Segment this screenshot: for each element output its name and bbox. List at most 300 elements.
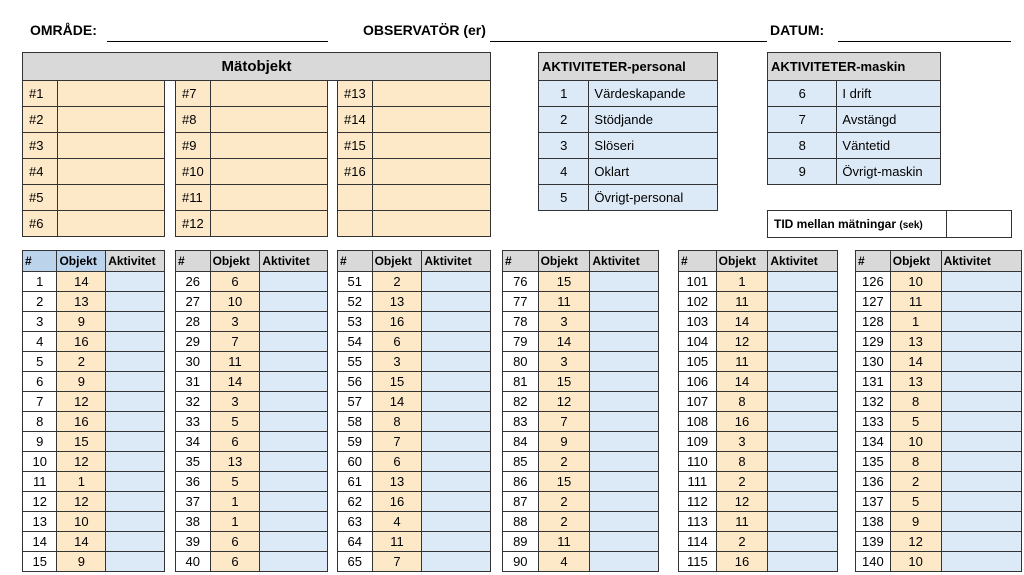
- observation-activity-field[interactable]: [260, 432, 328, 452]
- observation-object: 8: [716, 452, 768, 472]
- observation-activity-field[interactable]: [590, 492, 659, 512]
- observer-input-line[interactable]: [490, 41, 767, 42]
- observation-row: [503, 472, 659, 492]
- matobjekt-name-field[interactable]: [372, 107, 490, 133]
- observation-activity-field[interactable]: [590, 412, 659, 432]
- observation-activity-field[interactable]: [106, 472, 165, 492]
- observation-activity-field[interactable]: [106, 272, 165, 292]
- observation-object: 6: [372, 332, 422, 352]
- observation-row: [23, 532, 165, 552]
- observation-activity-field[interactable]: [260, 532, 328, 552]
- observation-activity-field[interactable]: [422, 312, 491, 332]
- observation-activity-field[interactable]: [941, 452, 1021, 472]
- matobjekt-column-1: [22, 80, 165, 237]
- observation-number: 135: [856, 452, 891, 472]
- observation-row: [176, 532, 328, 552]
- observation-row: [503, 512, 659, 532]
- activity-code: 8: [768, 133, 837, 159]
- observation-object: 3: [372, 352, 422, 372]
- observation-object: 8: [890, 452, 941, 472]
- observation-number: 29: [176, 332, 211, 352]
- observation-row: [856, 412, 1022, 432]
- matobjekt-row: [176, 133, 328, 159]
- observation-header-row: [176, 251, 328, 272]
- observation-activity-field[interactable]: [106, 412, 165, 432]
- observation-number: 101: [679, 272, 717, 292]
- observation-activity-field[interactable]: [422, 352, 491, 372]
- observation-row: [338, 312, 491, 332]
- observation-table-4: [502, 250, 659, 572]
- observation-activity-field[interactable]: [590, 332, 659, 352]
- matobjekt-name-field[interactable]: [210, 81, 327, 107]
- observation-activity-field[interactable]: [422, 432, 491, 452]
- observation-activity-field[interactable]: [422, 532, 491, 552]
- activity-label: I drift: [837, 81, 941, 107]
- observation-activity-field[interactable]: [260, 492, 328, 512]
- observation-activity-field[interactable]: [941, 272, 1021, 292]
- activity-label: Övrigt-personal: [589, 185, 718, 211]
- observation-object: 13: [890, 332, 941, 352]
- matobjekt-row: [23, 81, 165, 107]
- observation-number: 103: [679, 312, 717, 332]
- observation-number: 112: [679, 492, 717, 512]
- observation-object: 9: [890, 512, 941, 532]
- matobjekt-name-field[interactable]: [57, 211, 164, 237]
- observation-object: 11: [890, 292, 941, 312]
- observation-row: [679, 512, 838, 532]
- observation-object: 14: [890, 352, 941, 372]
- observation-activity-field[interactable]: [941, 372, 1021, 392]
- observation-activity-field[interactable]: [768, 292, 838, 312]
- observation-number: 63: [338, 512, 373, 532]
- observation-activity-field[interactable]: [941, 432, 1021, 452]
- matobjekt-name-field[interactable]: [372, 133, 490, 159]
- observation-row: [503, 452, 659, 472]
- observation-activity-field[interactable]: [590, 532, 659, 552]
- matobjekt-title-table: [22, 52, 491, 81]
- matobjekt-name-field[interactable]: [210, 185, 327, 211]
- observation-header-row: [338, 251, 491, 272]
- observation-number: 6: [23, 372, 57, 392]
- observation-number: 81: [503, 372, 539, 392]
- observation-row: [679, 532, 838, 552]
- matobjekt-name-field[interactable]: [210, 211, 327, 237]
- observation-activity-field[interactable]: [941, 512, 1021, 532]
- observation-activity-field[interactable]: [260, 552, 328, 572]
- activity-row: [539, 185, 718, 211]
- observation-number: 1: [23, 272, 57, 292]
- observation-number: 137: [856, 492, 891, 512]
- observation-activity-field[interactable]: [941, 332, 1021, 352]
- observation-number: 65: [338, 552, 373, 572]
- activity-code: 3: [539, 133, 589, 159]
- observation-number: 33: [176, 412, 211, 432]
- tid-label: TID mellan mätningar: [774, 217, 897, 231]
- activity-label: Övrigt-maskin: [837, 159, 941, 185]
- observation-activity-field[interactable]: [768, 272, 838, 292]
- observation-object: 3: [538, 352, 590, 372]
- observation-activity-field[interactable]: [106, 512, 165, 532]
- observation-activity-field[interactable]: [422, 292, 491, 312]
- activity-code: 7: [768, 107, 837, 133]
- observation-object: 6: [372, 452, 422, 472]
- observation-activity-field[interactable]: [941, 392, 1021, 412]
- observation-number: 134: [856, 432, 891, 452]
- column-header-num: #: [856, 251, 891, 272]
- observation-number: 57: [338, 392, 373, 412]
- observation-activity-field[interactable]: [260, 412, 328, 432]
- observation-row: [23, 312, 165, 332]
- observation-activity-field[interactable]: [422, 512, 491, 532]
- observation-object: 16: [372, 312, 422, 332]
- observation-activity-field[interactable]: [106, 292, 165, 312]
- observation-activity-field[interactable]: [768, 532, 838, 552]
- observation-header-row: [856, 251, 1022, 272]
- observation-activity-field[interactable]: [260, 332, 328, 352]
- observation-row: [176, 472, 328, 492]
- observation-activity-field[interactable]: [768, 372, 838, 392]
- observation-activity-field[interactable]: [422, 452, 491, 472]
- observation-activity-field[interactable]: [768, 312, 838, 332]
- observation-row: [856, 392, 1022, 412]
- observation-activity-field[interactable]: [260, 312, 328, 332]
- observation-number: 61: [338, 472, 373, 492]
- observation-activity-field[interactable]: [422, 332, 491, 352]
- observation-object: 13: [372, 292, 422, 312]
- observation-activity-field[interactable]: [260, 452, 328, 472]
- observation-row: [856, 552, 1022, 572]
- observation-number: 32: [176, 392, 211, 412]
- observation-activity-field[interactable]: [106, 552, 165, 572]
- observation-activity-field[interactable]: [106, 312, 165, 332]
- observation-table-6: [855, 250, 1022, 572]
- observation-header-row: [679, 251, 838, 272]
- observation-number: 133: [856, 412, 891, 432]
- matobjekt-row: [23, 211, 165, 237]
- observation-row: [176, 312, 328, 332]
- observation-number: 114: [679, 532, 717, 552]
- observation-object: 16: [716, 412, 768, 432]
- tid-input[interactable]: [947, 211, 1012, 238]
- observation-activity-field[interactable]: [106, 352, 165, 372]
- matobjekt-name-field[interactable]: [57, 159, 164, 185]
- matobjekt-row: [338, 159, 491, 185]
- observation-activity-field[interactable]: [941, 492, 1021, 512]
- observation-row: [679, 372, 838, 392]
- observation-activity-field[interactable]: [422, 372, 491, 392]
- observation-activity-field[interactable]: [260, 512, 328, 532]
- observation-object: 2: [372, 272, 422, 292]
- activity-label: Oklart: [589, 159, 718, 185]
- observation-number: 88: [503, 512, 539, 532]
- observation-row: [679, 412, 838, 432]
- matobjekt-name-field[interactable]: [210, 107, 327, 133]
- observation-number: 39: [176, 532, 211, 552]
- matobjekt-name-field[interactable]: [372, 81, 490, 107]
- observation-activity-field[interactable]: [590, 472, 659, 492]
- observation-object: 2: [538, 512, 590, 532]
- column-header-num: #: [338, 251, 373, 272]
- observation-row: [503, 412, 659, 432]
- observation-row: [503, 432, 659, 452]
- observation-activity-field[interactable]: [590, 552, 659, 572]
- observer-label: OBSERVATÖR (er): [363, 22, 486, 38]
- matobjekt-row: [338, 211, 491, 237]
- matobjekt-name-field[interactable]: [57, 133, 164, 159]
- observation-number: 37: [176, 492, 211, 512]
- observation-activity-field[interactable]: [260, 372, 328, 392]
- observation-object: 6: [210, 432, 260, 452]
- observation-number: 86: [503, 472, 539, 492]
- observation-number: 59: [338, 432, 373, 452]
- observation-activity-field[interactable]: [590, 432, 659, 452]
- observation-object: 10: [890, 432, 941, 452]
- observation-activity-field[interactable]: [941, 292, 1021, 312]
- observation-activity-field[interactable]: [106, 492, 165, 512]
- observation-object: 7: [210, 332, 260, 352]
- observation-table-2: [175, 250, 328, 572]
- observation-activity-field[interactable]: [106, 392, 165, 412]
- observation-activity-field[interactable]: [768, 452, 838, 472]
- observation-row: [176, 452, 328, 472]
- observation-row: [338, 552, 491, 572]
- observation-object: 3: [538, 312, 590, 332]
- observation-number: 9: [23, 432, 57, 452]
- matobjekt-id: #14: [338, 107, 373, 133]
- area-label: OMRÅDE:: [30, 22, 97, 38]
- observation-number: 136: [856, 472, 891, 492]
- observation-number: 64: [338, 532, 373, 552]
- column-header-activity: Aktivitet: [260, 251, 328, 272]
- matobjekt-id: #5: [23, 185, 58, 211]
- observation-number: 7: [23, 392, 57, 412]
- observation-activity-field[interactable]: [260, 352, 328, 372]
- observation-object: 2: [890, 472, 941, 492]
- observation-row: [679, 492, 838, 512]
- observation-row: [856, 432, 1022, 452]
- observation-activity-field[interactable]: [941, 412, 1021, 432]
- observation-activity-field[interactable]: [590, 292, 659, 312]
- observation-activity-field[interactable]: [422, 412, 491, 432]
- observation-number: 11: [23, 472, 57, 492]
- observation-number: 35: [176, 452, 211, 472]
- observation-object: 3: [716, 432, 768, 452]
- activity-row: [768, 159, 941, 185]
- matobjekt-name-field[interactable]: [57, 107, 164, 133]
- observation-activity-field[interactable]: [768, 552, 838, 572]
- activity-label: Värdeskapande: [589, 81, 718, 107]
- observation-activity-field[interactable]: [590, 392, 659, 412]
- activity-row: [539, 133, 718, 159]
- activity-row: [768, 81, 941, 107]
- observation-number: 12: [23, 492, 57, 512]
- observation-number: 26: [176, 272, 211, 292]
- observation-header-row: [503, 251, 659, 272]
- observation-activity-field[interactable]: [768, 412, 838, 432]
- matobjekt-id: #11: [176, 185, 211, 211]
- matobjekt-name-field[interactable]: [57, 81, 164, 107]
- observation-number: 108: [679, 412, 717, 432]
- activity-row: [768, 107, 941, 133]
- observation-activity-field[interactable]: [106, 532, 165, 552]
- observation-object: 14: [716, 372, 768, 392]
- activity-code: 4: [539, 159, 589, 185]
- observation-object: 14: [538, 332, 590, 352]
- matobjekt-id: #10: [176, 159, 211, 185]
- observation-activity-field[interactable]: [260, 292, 328, 312]
- observation-object: 10: [210, 292, 260, 312]
- matobjekt-row: [338, 81, 491, 107]
- observation-row: [176, 492, 328, 512]
- observation-activity-field[interactable]: [260, 392, 328, 412]
- observation-object: 2: [57, 352, 106, 372]
- observation-activity-field[interactable]: [422, 492, 491, 512]
- activity-label: Slöseri: [589, 133, 718, 159]
- observation-object: 6: [210, 532, 260, 552]
- observation-number: 53: [338, 312, 373, 332]
- column-header-num: #: [679, 251, 717, 272]
- observation-object: 1: [210, 512, 260, 532]
- observation-activity-field[interactable]: [768, 492, 838, 512]
- observation-object: 1: [716, 272, 768, 292]
- observation-object: 10: [890, 552, 941, 572]
- matobjekt-id: #13: [338, 81, 373, 107]
- observation-number: 52: [338, 292, 373, 312]
- observation-number: 38: [176, 512, 211, 532]
- observation-number: 62: [338, 492, 373, 512]
- observation-number: 113: [679, 512, 717, 532]
- observation-activity-field[interactable]: [590, 272, 659, 292]
- observation-row: [338, 412, 491, 432]
- observation-object: 15: [57, 432, 106, 452]
- observation-number: 8: [23, 412, 57, 432]
- observation-object: 11: [716, 292, 768, 312]
- observation-number: 30: [176, 352, 211, 372]
- observation-activity-field[interactable]: [422, 272, 491, 292]
- observation-row: [503, 552, 659, 572]
- observation-activity-field[interactable]: [768, 472, 838, 492]
- observation-activity-field[interactable]: [941, 532, 1021, 552]
- observation-activity-field[interactable]: [106, 452, 165, 472]
- area-input-line[interactable]: [107, 41, 328, 42]
- observation-row: [176, 332, 328, 352]
- observation-activity-field[interactable]: [768, 432, 838, 452]
- observation-object: 11: [210, 352, 260, 372]
- observation-number: 5: [23, 352, 57, 372]
- observation-row: [176, 392, 328, 412]
- observation-number: 40: [176, 552, 211, 572]
- observation-activity-field[interactable]: [260, 472, 328, 492]
- matobjekt-row: [23, 159, 165, 185]
- observation-number: 14: [23, 532, 57, 552]
- observation-activity-field[interactable]: [590, 452, 659, 472]
- observation-row: [338, 452, 491, 472]
- observation-activity-field[interactable]: [590, 372, 659, 392]
- observation-activity-field[interactable]: [106, 332, 165, 352]
- observation-row: [679, 432, 838, 452]
- matobjekt-row: [176, 159, 328, 185]
- observation-activity-field[interactable]: [260, 272, 328, 292]
- observation-row: [176, 512, 328, 532]
- observation-object: 13: [210, 452, 260, 472]
- observation-activity-field[interactable]: [768, 512, 838, 532]
- observation-activity-field[interactable]: [422, 472, 491, 492]
- observation-row: [679, 312, 838, 332]
- observation-object: 1: [210, 492, 260, 512]
- matobjekt-name-field[interactable]: [372, 159, 490, 185]
- observation-activity-field[interactable]: [941, 472, 1021, 492]
- observation-row: [176, 272, 328, 292]
- observation-number: 85: [503, 452, 539, 472]
- matobjekt-name-field[interactable]: [210, 159, 327, 185]
- observation-activity-field[interactable]: [590, 352, 659, 372]
- observation-row: [679, 552, 838, 572]
- observation-row: [503, 332, 659, 352]
- matobjekt-row: [176, 81, 328, 107]
- observation-object: 7: [538, 412, 590, 432]
- observation-activity-field[interactable]: [422, 392, 491, 412]
- date-label: DATUM:: [770, 22, 825, 38]
- observation-activity-field[interactable]: [768, 332, 838, 352]
- observation-activity-field[interactable]: [768, 392, 838, 412]
- observation-activity-field[interactable]: [941, 552, 1021, 572]
- matobjekt-id: #6: [23, 211, 58, 237]
- observation-row: [338, 272, 491, 292]
- matobjekt-name-field[interactable]: [372, 185, 490, 211]
- observation-object: 12: [57, 392, 106, 412]
- observation-row: [856, 532, 1022, 552]
- observation-activity-field[interactable]: [106, 432, 165, 452]
- observation-row: [503, 312, 659, 332]
- matobjekt-name-field[interactable]: [372, 211, 490, 237]
- observation-row: [679, 472, 838, 492]
- observation-activity-field[interactable]: [106, 372, 165, 392]
- observation-activity-field[interactable]: [590, 312, 659, 332]
- observation-activity-field[interactable]: [768, 352, 838, 372]
- observation-row: [338, 492, 491, 512]
- matobjekt-name-field[interactable]: [57, 185, 164, 211]
- observation-row: [856, 472, 1022, 492]
- matobjekt-row: [23, 185, 165, 211]
- observation-object: 8: [716, 392, 768, 412]
- observation-activity-field[interactable]: [941, 312, 1021, 332]
- observation-activity-field[interactable]: [422, 552, 491, 572]
- observation-row: [856, 292, 1022, 312]
- observation-number: 104: [679, 332, 717, 352]
- observation-number: 102: [679, 292, 717, 312]
- observation-object: 9: [57, 372, 106, 392]
- observation-row: [338, 472, 491, 492]
- observation-object: 7: [372, 552, 422, 572]
- observation-object: 16: [57, 332, 106, 352]
- observation-activity-field[interactable]: [590, 512, 659, 532]
- matobjekt-id: #12: [176, 211, 211, 237]
- observation-object: 4: [538, 552, 590, 572]
- observation-activity-field[interactable]: [941, 352, 1021, 372]
- date-input-line[interactable]: [838, 41, 1011, 42]
- column-header-object: Objekt: [372, 251, 422, 272]
- observation-object: 14: [210, 372, 260, 392]
- observation-row: [856, 272, 1022, 292]
- activity-code: 2: [539, 107, 589, 133]
- observation-row: [338, 372, 491, 392]
- matobjekt-id: #4: [23, 159, 58, 185]
- matobjekt-id: #16: [338, 159, 373, 185]
- observation-object: 11: [538, 292, 590, 312]
- matobjekt-name-field[interactable]: [210, 133, 327, 159]
- observation-row: [679, 292, 838, 312]
- matobjekt-id: #9: [176, 133, 211, 159]
